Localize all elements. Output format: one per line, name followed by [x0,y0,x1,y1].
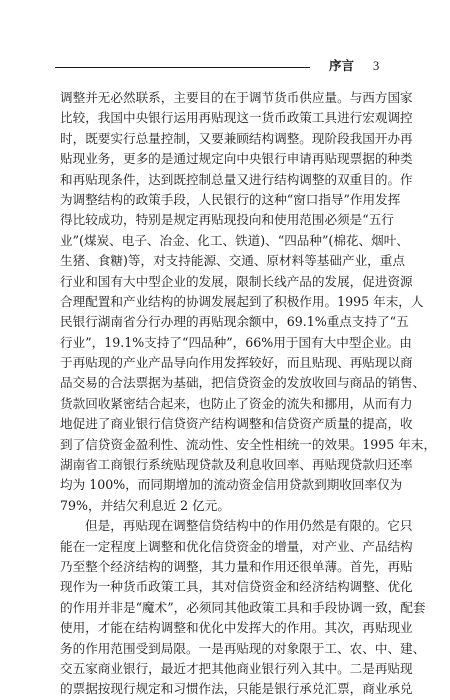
text-line: 时，既要实行总量控制，又要兼顾结构调整。现阶段我国开办再 [60,130,413,146]
text-line: 于再贴现的产业产品导向作用发挥较好，而且贴现、再贴现以商 [60,355,413,371]
text-line: 湖南省工商银行系统贴现贷款及利息收回率、再贴现贷款归还率 [60,457,413,473]
header-rule [55,67,310,68]
body-text [60,88,437,700]
text-line: 货款回收紧密结合起来，也防止了资金的流失和挪用，从而有力 [60,395,413,411]
text-line: 品交易的合法票据为基础，把信贷资金的发放收回与商品的销售、 [60,375,426,391]
text-line: 业”(煤炭、电子、冶金、化工、铁道)、“四品种”(棉花、烟叶、 [60,232,409,248]
text-line: 均为 100%，而同期增加的流动资金信用贷款到期收回率仅为 [60,477,403,493]
text-line: 交五家商业银行，最近才把其他商业银行列入其中。二是再贴现 [60,660,413,676]
text-line: 比较，我国中央银行运用再贴现这一货币政策工具进行宏观调控 [60,110,413,126]
text-line: 使用，才能在结构调整和优化中发挥大的作用。其次，再贴现业 [60,620,413,636]
text-line: 生猪、食糖)等，对支持能源、交通、原材料等基础产业，重点 [60,253,405,269]
text-line: 地促进了商业银行信贷资产结构调整和信贷资产质量的提高，收 [60,416,413,432]
text-line: 行业和国有大中型企业的发展，限制长线产品的发展，促进资源 [60,273,413,289]
text-line: 现作为一种货币政策工具，其对信贷资金和经济结构调整、优化 [60,579,413,595]
text-line: 但是，再贴现在调整信贷结构中的作用仍然是有限的。它只 [85,518,413,534]
text-line: 到了信贷资金盈利性、流动性、安全性相统一的效果。1995 年末， [60,436,437,452]
text-line: 民银行湖南省分行办理的再贴现余额中，69.1%重点支持了“五 [60,314,409,330]
page-number: 3 [373,59,380,73]
text-line: 贴现业务，更多的是通过规定向中央银行申请再贴现票据的种类 [60,151,413,167]
text-line: 的票据按现行规定和习惯作法，只能是银行承兑汇票，商业承兑 [60,681,413,697]
text-line: 调整并无必然联系，主要目的在于调节货币供应量。与西方国家 [60,90,413,105]
text-line: 和再贴现条件，达到既控制总量又进行结构调整的双重目的。作 [60,171,413,187]
text-line: 能在一定程度上调整和优化信贷资金的增量，对产业、产品结构 [60,538,413,554]
text-line: 79%，并结欠利息近 2 亿元。 [60,497,230,513]
text-line: 务的作用范围受到局限。一是再贴现的对象限于工、农、中、建、 [60,640,426,656]
running-header [55,58,385,74]
text-line: 为调整结构的政策手段，人民银行的这种“窗口指导”作用发挥 [60,191,401,207]
text-line: 合理配置和产业结构的协调发展起到了积极作用。1995 年末，人 [60,293,424,309]
chapter-title: 序言 [329,58,355,73]
text-line: 行业”，19.1%支持了“四品种”，66%用于国有大中型企业。由 [60,334,412,350]
text-line: 得比较成功，特别是规定再贴现投向和使用范围必须是“五行 [60,212,394,228]
text-line: 乃至整个经济结构的调整，其力量和作用还很单薄。首先，再贴 [60,558,413,574]
text-line: 的作用并非是“魔术”，必须同其他政策工具和手段协调一致，配套 [60,599,426,615]
